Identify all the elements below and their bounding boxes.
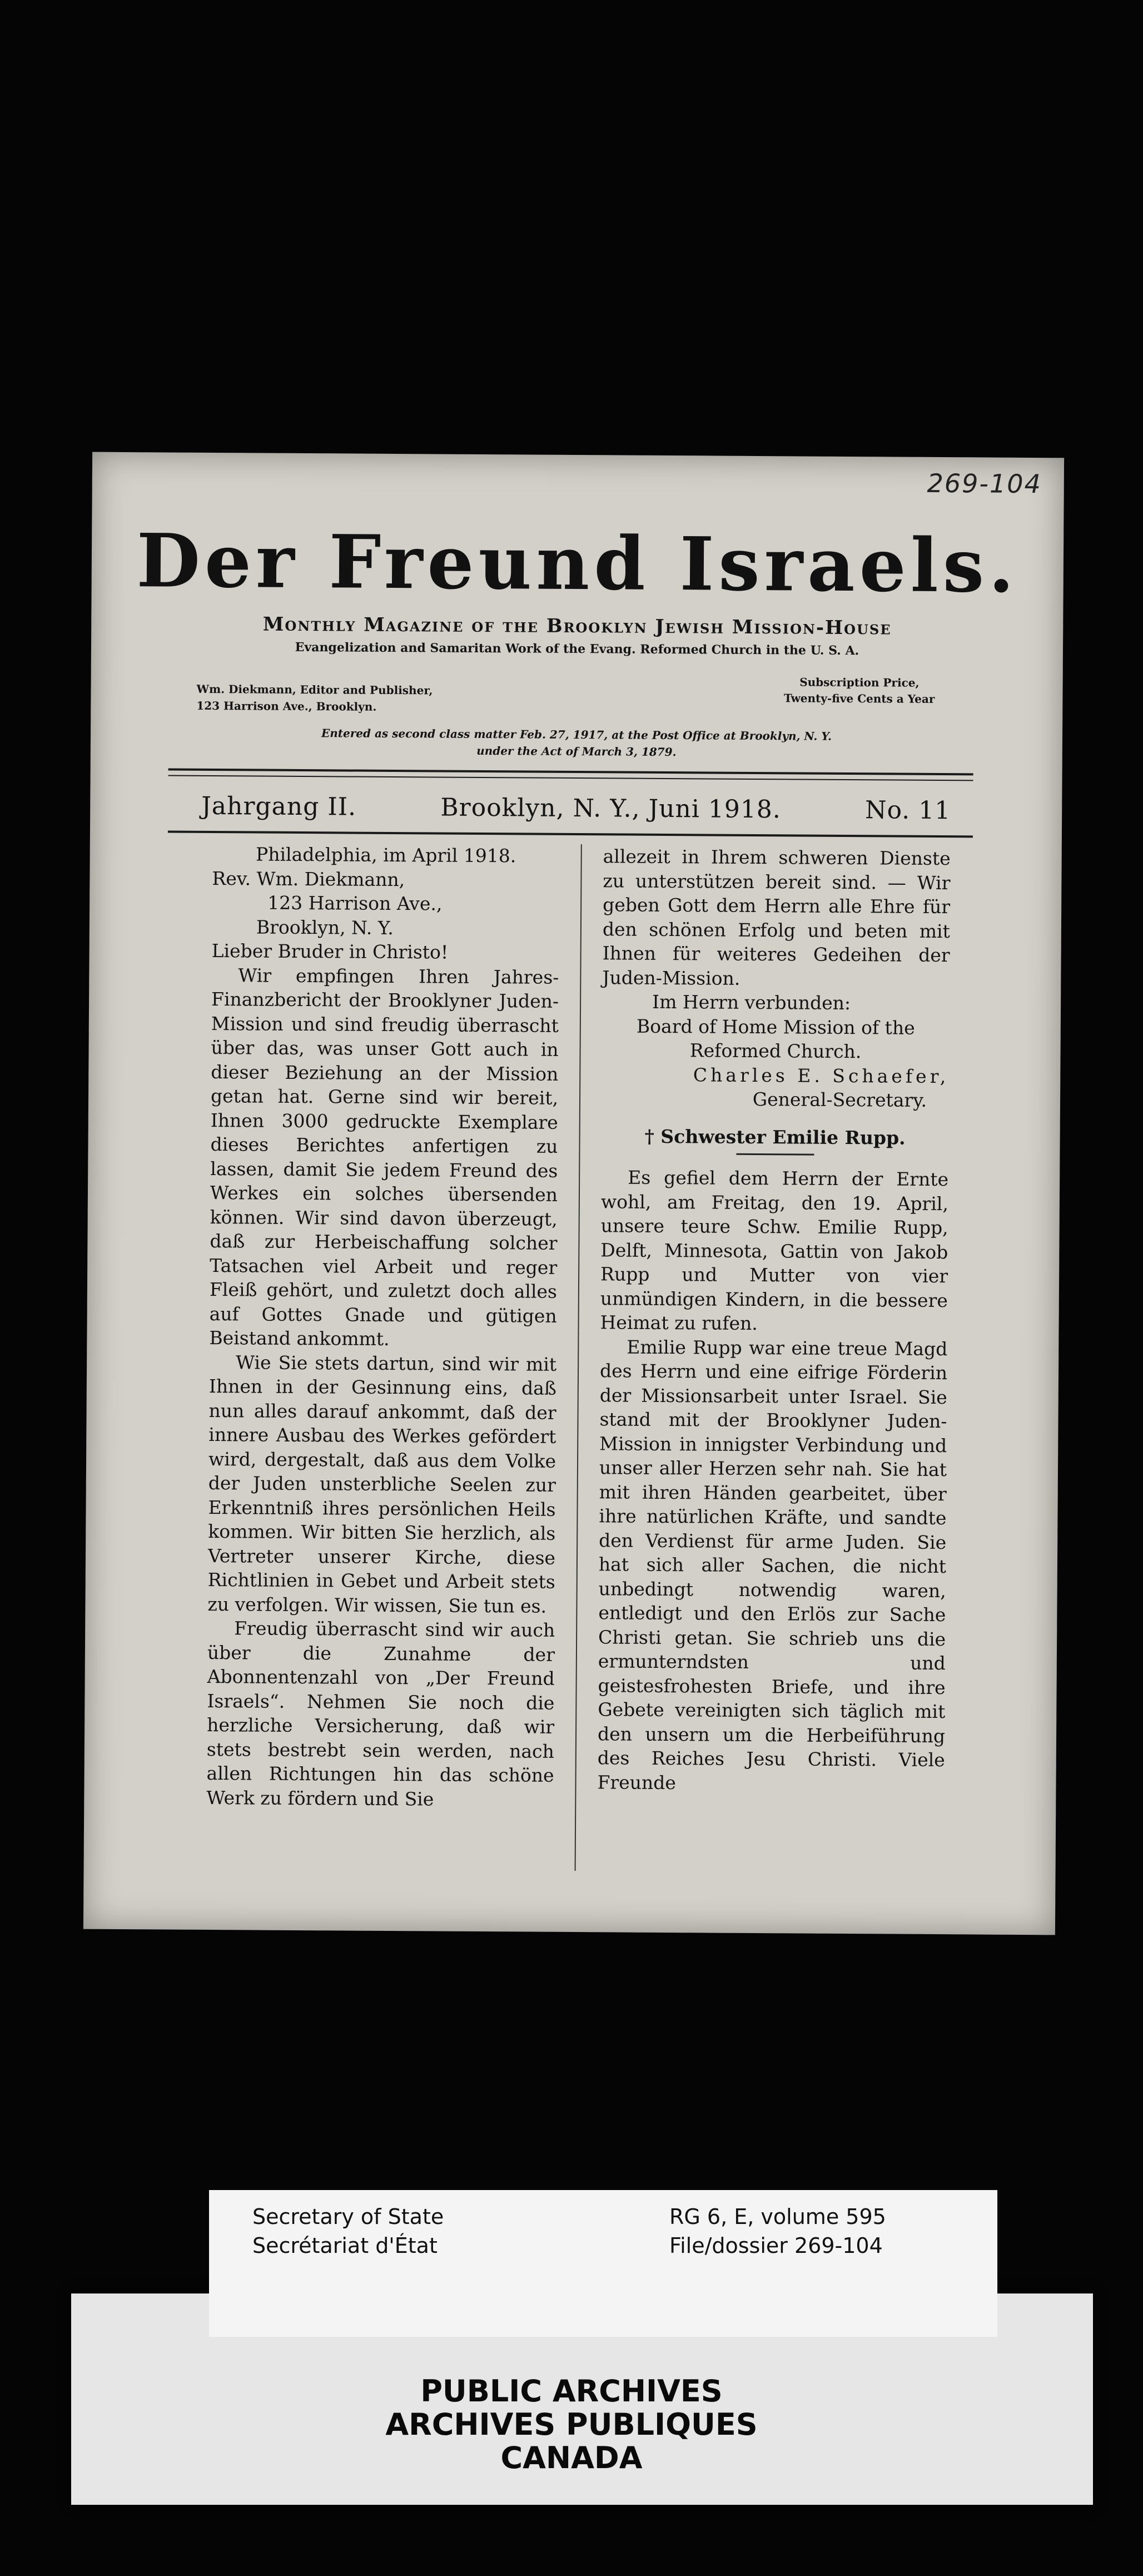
- archive-department-fr: Secrétariat d'État: [252, 2233, 438, 2258]
- obituary-paragraph-1: Es gefiel dem Herrn der Ernte wohl, am Freitag, den 19. April, unsere teure Schw. Emilie Rupp, Delft, Minnesota, Gattin von Jakob Rupp und Mutter von vier unmündigen Kindern, in die bessere Heimat zu rufen.: [600, 1166, 949, 1335]
- letter-salutation: Lieber Bruder in Christo!: [211, 940, 449, 963]
- issue-line: [201, 792, 951, 825]
- top-rule: [168, 769, 973, 776]
- issue-number: No. 11: [864, 796, 951, 825]
- letter-closing: Im Herrn verbunden:: [652, 990, 851, 1014]
- handwritten-reference: 269-104: [927, 468, 1042, 499]
- archive-label: [0, 2375, 1143, 2475]
- masthead-title: Der Freund Israels.: [136, 518, 1019, 610]
- article-columns: [206, 842, 951, 1873]
- obituary-paragraph-2: Emilie Rupp war eine treue Magd des Herrn und eine eifrige Förderin der Missionsarbeit unter Israel. Sie stand mit der Brooklyner Juden-Mission in innigster Verbindung und unser aller Herzen sehr nah. Sie hat mit ihren Händen gearbeitet, über ihre natürlichen Kräfte, und sandte den Verdienst für arme Juden. Sie hat sich aller Sachen, die nicht unbedingt notwendig waren, entledigt und den Erlös zur Sache Christi getan. Sie schrieb uns die ermunterndsten und geistesfrohesten Briefe, und ihre Gebete vereinigten sich täglich mit den unsern um die Herbeiführung des Reiches Jesu Christi. Viele Freunde: [597, 1336, 948, 1794]
- issue-rule: [168, 831, 973, 838]
- editor-line-2: 123 Harrison Ave., Brooklyn.: [196, 699, 377, 714]
- archive-department-en: Secretary of State: [252, 2205, 444, 2229]
- issue-volume: Jahrgang II.: [201, 791, 357, 821]
- right-column: [576, 844, 951, 1873]
- archive-card-right: [669, 2202, 886, 2260]
- board-line-1: Board of Home Mission of the: [636, 1015, 915, 1039]
- masthead: [91, 518, 1064, 660]
- obituary-heading: † Schwester Emilie Rupp.: [644, 1125, 906, 1149]
- editor-info: [196, 681, 433, 716]
- document-page: [83, 452, 1064, 1935]
- letter-paragraph-1: Wir empfingen Ihren Jahres-Finanzbericht der Brooklyner Juden-Mission und sind freudig überrascht über das, was unser Gott auch in dieser Beziehung an der Mission getan hat. Gerne sind wir bereit, Ihnen 3000 gedruckte Exemplare dieses Berichtes anfertigen zu lassen, damit Sie jedem Freund des Werkes ein solches übersenden können. Wir sind davon überzeugt, daß zur Herbeischaffung solcher Tatsachen viel Arbeit und reger Fleiß gehört, und zuletzt doch alles auf Gottes Gnade und gütigen Beistand ankommt.: [209, 964, 559, 1350]
- letter-paragraph-2: Wie Sie stets dartun, sind wir mit Ihnen in der Gesinnung eins, daß nun alles darauf ankommt, daß der innere Ausbau des Werkes gefördert wird, dergestalt, daß aus dem Volke der Juden unsterbliche Seelen zur Erkenntniß ihres persönlichen Heils kommen. Wir bitten Sie herzlich, als Vertreter unserer Kirche, diese Richtlinien in Gebet und Arbeit stets zu verfolgen. Wir wissen, Sie tun es.: [207, 1351, 557, 1617]
- heading-rule: [736, 1153, 814, 1156]
- letter-address-3: Brooklyn, N. Y.: [256, 916, 394, 939]
- archive-card-left: [252, 2202, 444, 2260]
- entry-line-2: under the Act of March 3, 1879.: [476, 744, 677, 759]
- signer-title: General-Secretary.: [752, 1088, 927, 1111]
- entry-line-1: Entered as second class matter Feb. 27, 1917, at the Post Office at Brooklyn, N. Y.: [321, 726, 832, 743]
- signer-name: Charles E. Schaefer,: [693, 1063, 950, 1087]
- masthead-tagline: Evangelization and Samaritan Work of the Evang. Reformed Church in the U. S. A.: [295, 640, 859, 658]
- masthead-subtitle: Monthly Magazine of the Brooklyn Jewish Mission-House: [262, 613, 892, 640]
- letter-paragraph-4: allezeit in Ihrem schweren Dienste zu unterstützen bereit sind. — Wir geben Gott dem Herrn alle Ehre für den schönen Erfolg und beten mit Ihnen für weiteres Gedeihen der Juden-Mission.: [602, 845, 951, 989]
- letter-paragraph-3: Freudig überrascht sind wir auch über die Zunahme der Abonnentenzahl von „Der Freund Israels“. Nehmen Sie noch die herzliche Versicherung, daß wir stets bestrebt sein werden, nach allen Richtungen hin das schöne Werk zu fördern und Sie: [206, 1617, 555, 1810]
- letter-dateline: Philadelphia, im April 1918.: [256, 843, 516, 867]
- archive-record-group: RG 6, E, volume 595: [669, 2205, 886, 2229]
- top-rule-thin: [168, 775, 973, 781]
- archive-file-number: File/dossier 269-104: [669, 2233, 883, 2258]
- archive-label-line-2: ARCHIVES PUBLIQUES: [385, 2407, 758, 2442]
- left-column: [206, 842, 582, 1871]
- subscription-price: [784, 674, 935, 707]
- price-line-2: Twenty-five Cents a Year: [783, 691, 935, 706]
- issue-place-date: Brooklyn, N. Y., Juni 1918.: [440, 793, 782, 824]
- price-line-1: Subscription Price,: [799, 675, 920, 690]
- archive-label-line-3: CANADA: [500, 2440, 643, 2475]
- archive-reference-card: [209, 2190, 997, 2337]
- archive-label-line-1: PUBLIC ARCHIVES: [420, 2374, 723, 2409]
- editor-line-1: Wm. Diekmann, Editor and Publisher,: [196, 682, 433, 697]
- letter-address-2: 123 Harrison Ave.,: [267, 891, 443, 915]
- letter-address-1: Rev. Wm. Diekmann,: [212, 867, 405, 890]
- board-line-2: Reformed Church.: [689, 1039, 862, 1063]
- postal-entry-notice: [91, 724, 1062, 763]
